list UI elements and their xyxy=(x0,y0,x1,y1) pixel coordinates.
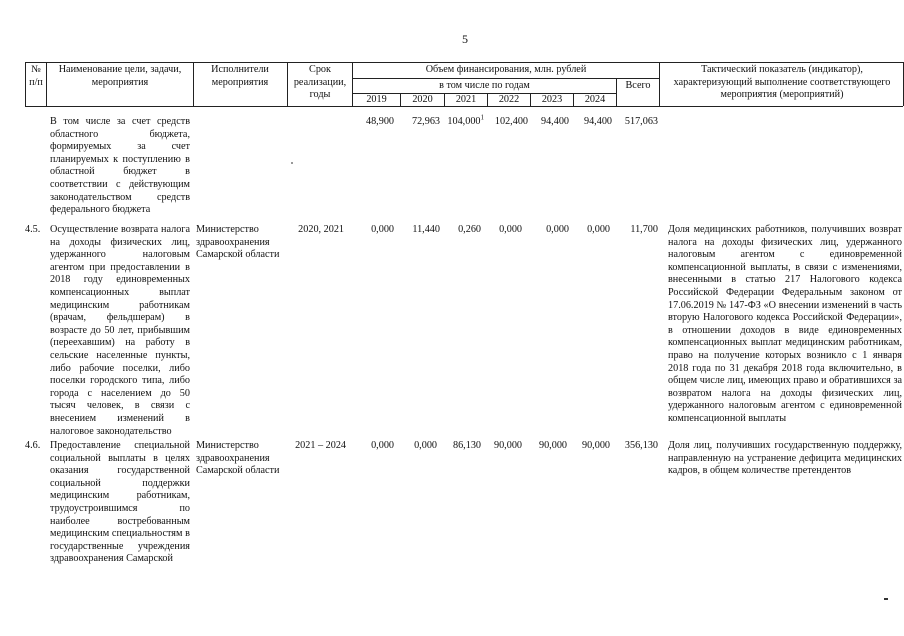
value-2023: 90,000 xyxy=(538,440,567,451)
value-2022: 102,400 xyxy=(494,116,528,127)
scan-speck xyxy=(291,162,293,164)
value-2021: 0,260 xyxy=(458,224,481,235)
value-2020: 0,000 xyxy=(414,440,437,451)
header-year-2020: 2020 xyxy=(412,94,433,105)
row-number: 4.5. xyxy=(25,224,41,235)
value-2019: 0,000 xyxy=(371,440,394,451)
value-2023: 0,000 xyxy=(546,224,569,235)
value-total: 11,700 xyxy=(630,224,658,235)
value-total: 517,063 xyxy=(624,116,658,127)
page-number: 5 xyxy=(462,32,468,46)
value-2021: 104,000$^1$ xyxy=(447,113,484,127)
header-year-2021: 2021 xyxy=(455,94,477,105)
row-indicator: Доля медицинских работников, получивших возврат налога на доходы физических лиц, удержанного налоговым агентом с единовременной компенсационной выплаты, в связи с изменениями, внесенными в статью 217 Налогового кодекса Российской Федерации Федеральным законом от 17.06.2019 № 147-ФЗ «О внесении изменений в часть вторую Налогового кодекса Российской Федерации», в отношении доходов в виде единовременных компенсационных выплат медицинским работникам, право на получение которых возникло с 1 января 2018 года по 31 декабря 2018 года включительно, в общем числе лиц, имеющих право и обратившихся за возвратом налога на доходы физических лиц, удержанного налоговым агентом с единовременной компенсационной выплаты xyxy=(668,224,902,424)
value-2024: 90,000 xyxy=(581,440,610,451)
header-total: Всего xyxy=(625,80,651,91)
value-2022: 90,000 xyxy=(493,440,522,451)
value-2022: 0,000 xyxy=(499,224,522,235)
row-term: 2020, 2021 xyxy=(298,224,344,235)
value-2021: 86,130 xyxy=(452,440,481,451)
header-finance: Объем финансирования, млн. рублей xyxy=(425,64,587,75)
header-indicator: Тактический показатель (индикатор), характеризующий выполнение соответствующего мероприятия (мероприятий) xyxy=(673,64,891,101)
header-name: Наименование цели, задачи, мероприятия xyxy=(58,64,182,88)
value-2019: 0,000 xyxy=(371,224,394,235)
header-year-2023: 2023 xyxy=(541,94,563,105)
value-total: 356,130 xyxy=(624,440,658,451)
row-indicator: Доля лиц, получивших государственную поддержку, направленную на устранение дефицита медицинских кадров, в общем количестве претендентов xyxy=(668,440,902,477)
header-executor: Исполнители мероприятия xyxy=(211,64,269,88)
value-2019: 48,900 xyxy=(365,116,394,127)
row-name: Предоставление специальной социальной выплаты в целях оказания государственной социальной поддержки медицинским работникам, трудоустроившимся по наиболее востребованным медицинским специальностям в государственные учреждения здравоохранения Самарской xyxy=(50,440,190,565)
row-name: В том числе за счет средств областного бюджета, формируемых за счет планируемых к поступлению в областной бюджет в соответствии с действующим законодательством средств федерального бюджета xyxy=(50,116,190,216)
value-2020: 72,963 xyxy=(411,116,440,127)
row-term: 2021 – 2024 xyxy=(295,440,346,451)
value-2024: 0,000 xyxy=(587,224,610,235)
header-year-2019: 2019 xyxy=(366,94,387,105)
row-number: 4.6. xyxy=(25,440,41,451)
value-2020: 11,440 xyxy=(412,224,440,235)
footnote-mark: 1 xyxy=(480,113,484,122)
header-term: Срок реализации, годы xyxy=(293,64,347,101)
value-2024: 94,400 xyxy=(583,116,612,127)
row-executor: Министерство здравоохранения Самарской области xyxy=(196,440,280,477)
header-by-years: в том числе по годам xyxy=(439,80,530,91)
scan-speck xyxy=(884,598,888,600)
header-no: № п/п xyxy=(29,64,43,88)
value-2023: 94,400 xyxy=(540,116,569,127)
row-executor: Министерство здравоохранения Самарской области xyxy=(196,224,280,261)
header-year-2024: 2024 xyxy=(584,94,606,105)
header-year-2022: 2022 xyxy=(498,94,520,105)
row-name: Осуществление возврата налога на доходы физических лиц, удержанного налоговым агентом при предоставлении в 2018 году единовременных компенсационных выплат медицинским работникам (врачам, фельдшерам) в возрасте до 50 лет, прибывшим (переехавшим) на работу в сельские населенные пункты, либо рабочие поселки, либо поселки городского типа, либо города с населением до 50 тысяч человек, в связи с внесением изменений в налоговое законодательство xyxy=(50,224,190,437)
